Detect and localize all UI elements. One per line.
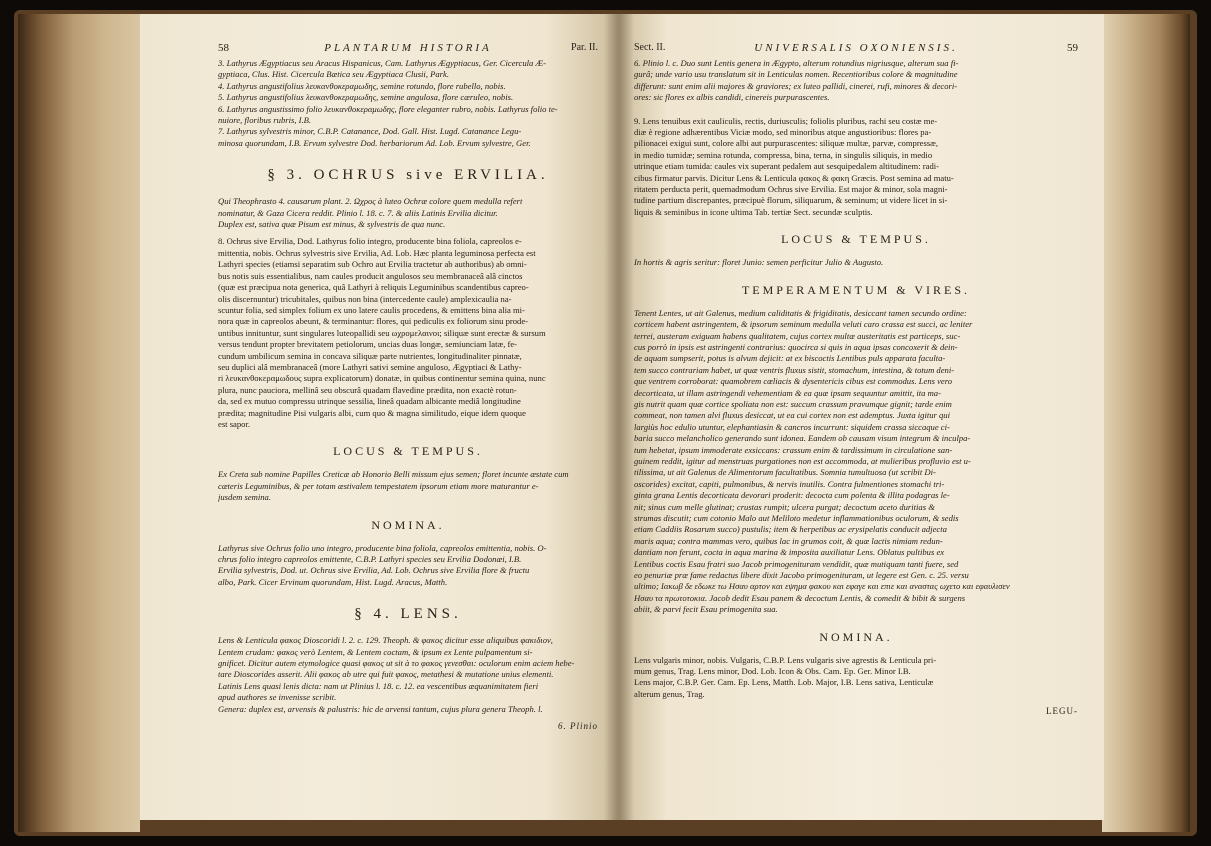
species-line: gyptiaca, Clus. Hist. Cicercula Bætica seu Ægyptiaca Clusii, Park. [218,69,449,80]
nomina-line: mum genus, Trag. Lens minor, Dod. Lob. Icon & Obs. Cam. Ep. Ger. Minor I.B. [634,666,911,677]
temper-line: largiùs hoc edulio utuntur, elephantiasin & cancros incurrunt: siquidem crassa siccaque ci- [634,421,950,432]
temper-line: strumas discutit; cum cotonio Malo aut Meliloto medetur inflammationibus oculorum, & sedis [634,513,959,523]
section-heading-lens: § 4. LENS. [354,606,462,623]
right-catchword: LEGU- [1046,706,1078,717]
temper-line: guinem reddit, igitur ad menstruas purgationes non est accommoda, at mulieribus profluvio est u- [634,455,971,466]
temper-line: baria succo melancholico generando sunt idonea. Eandem ob causam visum integrum & inculpa- [634,433,971,444]
right-page-number: 59 [1067,42,1078,54]
body-line: scuntur folia, sed simplex folium ex uno latere caulis procedens, & emittens bina alia mi- [218,304,525,315]
lens-body-line: in medio tumidæ; semina rotunda, compressa, bina, terna, in singulis siliquis, in medio [634,149,933,160]
temper-line: tilissima, ut ait Galenus de Alimentorum facultatibus. Somnia tumultuosa (ut scribit Di- [634,467,936,478]
top-line: 6. Plinio l. c. Duo sunt Lentis genera in Ægypto, alterum rotundius nigriusque, alterum sua fi- [634,58,959,68]
temper-line: dantiam non ferunt, cocta in aqua marina & imposita auxiliatur Lens. Oblatus pultibus ex [634,547,945,558]
body-line: cundum umbilicum semina in concava siliquæ parte nutrientes, longitudinaliter pinnatæ, [218,350,522,361]
lens-genera-text [634,58,1078,104]
temper-line: decorticata, ut illam astringendi vehementiam & ea quæ ipsam sequuntur amittit, ita ma- [634,387,941,398]
right-running-title: UNIVERSALIS OXONIENSIS. [754,42,958,54]
lens-line: Latinis Lens quasi lenis dicta: nam ut Plinius l. 18. c. 12. ea vescentibus æquanimitatem fieri [218,680,539,691]
lens-description [634,116,1078,219]
temper-line: ultimo; Ιακωβ δε εδωκε τω Ησαυ αρτον και εψημα φακου και εφαγε και επιε και αναστας ωχετο και εφαυλισεν [634,581,1010,592]
temper-line: tem succo contrariam habet, ut quæ ventris fluxus sistit, stomachum, intestina, & totum deni- [634,364,955,375]
temper-line: maris aqua; contra mammas vero, quibus lac in grumos coit, & quæ lactis nimiam redun- [634,535,943,546]
section-heading-ochrus: § 3. OCHRUS sive ERVILIA. [267,167,549,184]
lens-line: Lentem crudam: φακος verò Lentem, & Lentem coctam, & ipsum ex Lente pulpamentum si- [218,646,533,657]
body-line: untibus innituntur, sunt singulares luteopallidi seu ωχρομελαινοι; siliquæ sunt erectæ & sursum [218,327,546,338]
temper-line: Ησαυ τα πρωτοτοκια. Jacob dedit Esau panem & decoctum Lentis, & comedit & bibit & surgens [634,592,966,603]
lens-body-line: liquis & seminibus in icone ultima Tab. tertiæ Sect. secundæ sculptis. [634,206,873,217]
species-line: 3. Lathyrus Ægyptiacus seu Aracus Hispanicus, Cam. Lathyrus Ægyptiacus, Ger. Cicercula Æ- [218,58,546,68]
lens-line: gnificet. Dicitur autem etymologice quasi φακος ut sit à το φακος γενεσθαι: oculorum enim aciem hebe- [218,658,575,669]
body-line: versus tendunt propter brevitatem petiolorum, uncias duas longæ, semiunciam latæ, fe- [218,339,518,350]
nomina-line: albo, Park. Cicer Ervinum quorundam, Hist. Lugd. Aracus, Matth. [218,576,448,587]
page-edges-right [1102,14,1190,832]
nomina-line: alterum genus, Trag. [634,688,705,699]
body-line: ri λευκανθοκεραμωδους supra explicatorum) donatæ, in quibus continentur semina quina, nunc [218,373,546,384]
left-running-title: PLANTARUM HISTORIA [324,42,492,54]
species-line: 4. Lathyrus angustifolius λευκανθοκεραμωδης, semine rotundo, flore rubello, nobis. [218,80,506,91]
right-nomina-heading: NOMINA. [819,629,893,644]
nomina-line: Lens vulgaris minor, nobis. Vulgaris, C.B.P. Lens vulgaris sive agrestis & Lenticula pri- [634,654,937,665]
body-line: bus notis suis essentialibus, nam caules producit angulosos seu membranaceâ alâ cinctos [218,270,523,281]
body-line: plura, nunc pauciora, mellinâ seu obscurâ quadam flavedine prædita, non exactè rotun- [218,384,517,395]
nomina-line: Ervilia sylvestris, Dod. ut. Ochrus sive Ervilia, Ad. Lob. Ochrus sive Ervilia flore & fructu [218,565,530,576]
ochrus-intro [218,196,598,230]
species-line: nuiore, floribus rubris, I.B. [218,115,312,126]
temper-line: corticem habent astringentem, & ipsorum seminum medulla veluti caro crassa est succi, ac leniter [634,319,973,330]
intro-line: Qui Theophrasto 4. causarum plant. 2. Ωχρος à luteo Ochræ colore quem medulla refert [218,196,523,207]
temper-line: nit; sinus cum melle glutinat; crustas rumpit; ulcera purgat; decoctum aceto duritias & [634,501,935,512]
intro-line: Duplex est, sativa quæ Pisum est minus, & sylvestris de qua nunc. [218,219,446,230]
lens-body-line: ritatem perducta perit, quemadmodum Ochrus sive Ervilia. Est major & minor, sola magni- [634,184,948,195]
body-line: (quæ est præcipua nota generica, quâ Lathyri à reliquis Leguminibus scandentibus capreo- [218,282,529,293]
body-line: seu duplici alâ membranaceâ (more Lathyri sativi semine anguloso, Ægyptiaci & Lathy- [218,361,522,372]
lens-body-line: utrinque etiam tumida: caules vix superant pedalem aut sesquipedalem altitudinem: radi- [634,161,939,172]
top-line: gurâ; unde vario usu translatum sit in Lenticulas nomen. Recentioribus colore & magnitudine [634,69,958,80]
body-line: mittentia, nobis. Ochrus sylvestris sive Ervilia, Ad. Lob. Hæc planta leguminosa perfecta est [218,247,536,258]
species-line: minosa quorundam, I.B. Ervum sylvestre Dod. herbariorum Ad. Lob. Ervum sylvestre, Ger. [218,137,531,148]
book-gutter [604,14,634,820]
right-text-column [634,14,1078,716]
temper-line: terrei, austeram exiguam habens qualitatem, cujus cortex multæ austeritatis est particeps, suc- [634,330,961,341]
temper-line: Tenent Lentes, ut ait Galenus, medium caliditatis & frigiditatis, desiccant tamen secundo ordine: [634,307,967,318]
right-nomina-text [634,655,1078,701]
temperamentum-text [634,308,1078,616]
left-nomina-text [218,543,598,589]
left-part-label: Par. II. [571,42,598,53]
locus-line: jusdem semina. [218,492,271,503]
left-running-head [218,42,598,58]
left-locus-text [218,469,598,503]
lens-body-line: pilionacei exigui sunt, colore albi aut purpurascentes: siliquæ multæ, parvæ, compressæ, [634,138,939,149]
lens-body-line: 9. Lens tenuibus exit cauliculis, rectis, duriusculis; foliolis pluribus, rachi seu costæ me- [634,115,938,126]
locus-line: cæteris Leguminibus, & per totam æstivalem tempestatem ipsorum etiam more maturantur e- [218,480,539,491]
right-locus-line: In hortis & agris seritur: floret Junio: semen perficitur Julio & Augusto. [634,257,884,268]
body-line: est sapor. [218,418,250,429]
lens-intro [218,635,598,715]
body-line: olis discernuntur) tricubitales, quibus non bina (intercedente caule) amplexicaulia na- [218,293,512,304]
body-line: Lathyri species (etiamsi separatim sub Ochro aut Ervilia tractetur ab authoribus) ab omni- [218,259,527,270]
species-line: 7. Lathyrus sylvestris minor, C.B.P. Catanance, Dod. Gall. Hist. Lugd. Catanance Legu- [218,126,522,137]
left-nomina-heading: NOMINA. [371,517,445,532]
body-line: da, sed ex mutuo compressu utrinque sessilia, lineâ quadam albicante mediâ longitudine [218,396,521,407]
body-line: nora quæ in capreolos abeunt, & terminantur: flores, qui pediculis ex foliorum sinu prode- [218,316,529,327]
lens-body-line: diæ è regione adhærentibus Viciæ modo, sed minoribus atque angustioribus: flores pa- [634,127,932,138]
left-catchword: 6. Plinio [558,721,598,732]
left-page [140,14,618,820]
body-line: 8. Ochrus sive Ervilia, Dod. Lathyrus folio integro, producente bina foliola, capreolos e- [218,236,522,247]
right-section-label: Sect. II. [634,42,666,53]
nomina-line: Lens major, C.B.P. Ger. Cam. Ep. Lens, Matth. Lob. Major, I.B. Lens sativa, Lenticulæ [634,677,934,688]
temper-line: oscorides) excitat, capiti, pulmonibus, & nervis inutilis. Contra fulmentiones stomachi tri- [634,478,945,489]
top-line: ores: sic flores ex albis candidi, cinereis purpurascentes. [634,92,830,103]
locus-line: Ex Creta sub nomine Papilles Creticæ ab Honorio Belli missum ejus semen; floret incunte æstate cum [218,469,569,480]
ochrus-description [218,236,598,430]
left-page-number: 58 [218,42,229,54]
species-line: 6. Lathyrus angustissimo folio λευκανθοκεραμωδης, flore eleganter rubro, nobis. Lathyrus folio te- [218,103,558,114]
temper-line: ginta grana Lentis decorticata devorari proderit: decocta cum polenta & illita podagras le- [634,490,950,501]
temper-line: que ventrem corroborat: quamobrem cœliacis & dysentericis cibus est commodus. Lens vero [634,376,953,387]
body-line: prædita; magnitudine Pisi vulgaris albi, cum quo & magna similitudo, eique idem quoque [218,407,526,418]
temper-line: Lentibus coctis Esau fratri suo Jacob primogenituram vendidit, quæ mutiquam tanti fuere, sed [634,558,959,569]
right-locus-heading: LOCUS & TEMPUS. [781,232,931,247]
temper-line: gis nutrit quam quæ cortice spoliata non est: succum crassum pravumque gignit; tarde enim [634,398,952,409]
page-edges-left [18,14,140,832]
nomina-line: Lathyrus sive Ochrus folio uno integro, producente bina foliola, capreolos emittentia, nobis. O- [218,542,547,553]
temper-line: cus porrò in ipsis est astringenti contrarius: quocirca si quis in aqua ipsas concoxerit & dein- [634,341,958,352]
lens-line: Lens & Lenticula φακος Dioscoridi l. 2. c. 129. Theoph. & φακος dicitur esse aliquibus φακιδιον, [218,635,553,646]
lens-body-line: tudine partium discrepantes, præcipuè florum, siliquarum, & seminum; ut videre licet in si- [634,195,948,206]
temperamentum-heading: TEMPERAMENTUM & VIRES. [741,282,971,297]
intro-line: nominatur, & Gaza Cicera reddit. Plinio l. 18. c. 7. & aliis Latinis Ervilia dicitur. [218,207,498,218]
temper-line: eo penuriæ præ fame redactus libere dixit Jacobo primogenituram, ut legere est Gen. c. 25. versu [634,570,969,581]
species-list [218,58,598,149]
right-running-head [634,42,1078,58]
temper-line: abiit, & parvi fecit Esau primogenita sua. [634,604,778,615]
lens-line: tare Dioscorides asserit. Alii φακος ab utre qui fuit φακος, metathesi & mutatione unius elementi. [218,669,554,680]
temper-line: tum hebetat, ipsum immoderate exsiccans: crassum enim & tardissimum in circulatione san- [634,444,953,455]
left-locus-heading: LOCUS & TEMPUS. [333,444,483,459]
nomina-line: chrus folio integro capreolos emittente, C.B.P. Lathyri species seu Ervilia Dodonæi, I.B. [218,554,522,564]
right-page [618,14,1104,820]
lens-body-line: cibus firmatur parvis. Dicitur Lens & Lenticula φακος & φακη Græcis. Post semina ad matu- [634,172,954,183]
lens-line: Genera: duplex est, arvensis & palustris: hic de arvensi tantum, cujus plura genera Theoph. l. [218,703,543,714]
temper-line: commeat, non tamen alvi fluxus desiccat, ut ea cui cortex non est ademptus. Juxta igitur qui [634,410,950,421]
left-text-column [218,14,598,731]
temper-line: etiam Caddiis Rosarum succo) pustulis; item & herpetibus ac erysipelatis conducit adjecta [634,524,947,535]
temper-line: de aquam sumpserit, potus is alvum dejicit: at ex biscoctis Lentibus puls apparata faculta- [634,353,946,364]
species-line: 5. Lathyrus angustifolius λευκανθοκεραμωδης, semine angulosa, flore cæruleo, nobis. [218,92,514,103]
lens-line: apud authores se invenisse scribit. [218,692,337,703]
top-line: differunt: sunt enim alii majores & graviores; ex luteo pallidi, cinerei, rufi, minores & decori- [634,80,958,91]
